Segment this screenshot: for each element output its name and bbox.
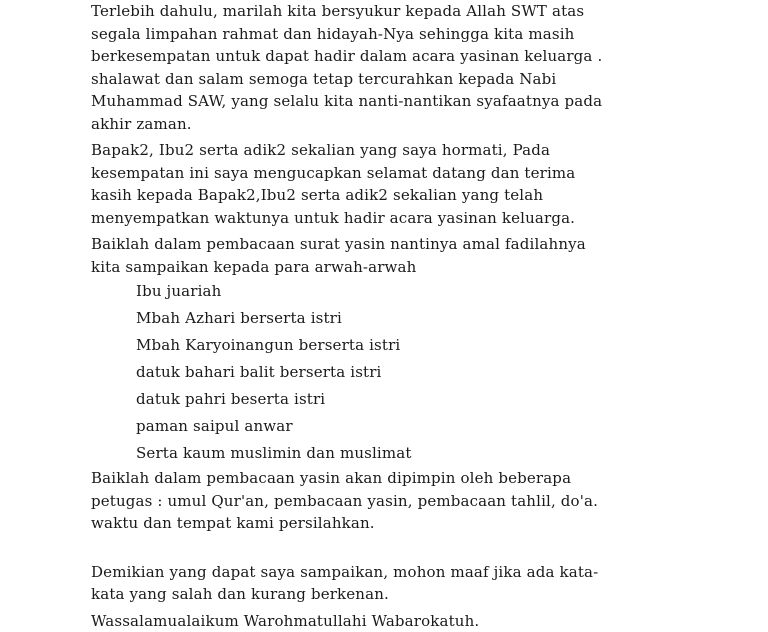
text-line: waktu dan tempat kami persilahkan. bbox=[91, 512, 751, 535]
list-item: datuk pahri beserta istri bbox=[91, 386, 751, 413]
paragraph-opening bbox=[91, 0, 751, 135]
list-item: Serta kaum muslimin dan muslimat bbox=[91, 440, 751, 467]
text-line: akhir zaman. bbox=[91, 113, 751, 136]
text-line: Baiklah dalam pembacaan yasin akan dipimpin oleh beberapa bbox=[91, 467, 751, 490]
list-item: paman saipul anwar bbox=[91, 413, 751, 440]
paragraph-dedication-intro bbox=[91, 233, 751, 278]
text-line: kasih kepada Bapak2,Ibu2 serta adik2 sekalian yang telah bbox=[91, 184, 751, 207]
dedication-list bbox=[91, 278, 751, 467]
list-item: Ibu juariah bbox=[91, 278, 751, 305]
text-line: Bapak2, Ibu2 serta adik2 sekalian yang saya hormati, Pada bbox=[91, 139, 751, 162]
text-line: Muhammad SAW, yang selalu kita nanti-nantikan syafaatnya pada bbox=[91, 90, 751, 113]
text-line: menyempatkan waktunya untuk hadir acara yasinan keluarga. bbox=[91, 207, 751, 230]
paragraph-officers bbox=[91, 467, 751, 535]
paragraph-welcome bbox=[91, 139, 751, 229]
text-line: shalawat dan salam semoga tetap tercurahkan kepada Nabi bbox=[91, 68, 751, 91]
text-line: kita sampaikan kepada para arwah-arwah bbox=[91, 256, 751, 279]
text-line: Wassalamualaikum Warohmatullahi Wabarokatuh. bbox=[91, 610, 751, 632]
list-item: Mbah Karyoinangun berserta istri bbox=[91, 332, 751, 359]
paragraph-closing bbox=[91, 561, 751, 606]
list-item: datuk bahari balit berserta istri bbox=[91, 359, 751, 386]
text-line: kesempatan ini saya mengucapkan selamat datang dan terima bbox=[91, 162, 751, 185]
text-line: kata yang salah dan kurang berkenan. bbox=[91, 583, 751, 606]
text-line: segala limpahan rahmat dan hidayah-Nya sehingga kita masih bbox=[91, 23, 751, 46]
text-line: Demikian yang dapat saya sampaikan, mohon maaf jika ada kata- bbox=[91, 561, 751, 584]
text-line: Baiklah dalam pembacaan surat yasin nantinya amal fadilahnya bbox=[91, 233, 751, 256]
text-line: Terlebih dahulu, marilah kita bersyukur kepada Allah SWT atas bbox=[91, 0, 751, 23]
list-item: Mbah Azhari berserta istri bbox=[91, 305, 751, 332]
text-line: petugas : umul Qur'an, pembacaan yasin, pembacaan tahlil, do'a. bbox=[91, 490, 751, 513]
speech-document bbox=[91, 0, 751, 632]
text-line: berkesempatan untuk dapat hadir dalam acara yasinan keluarga . bbox=[91, 45, 751, 68]
salutation bbox=[91, 610, 751, 632]
